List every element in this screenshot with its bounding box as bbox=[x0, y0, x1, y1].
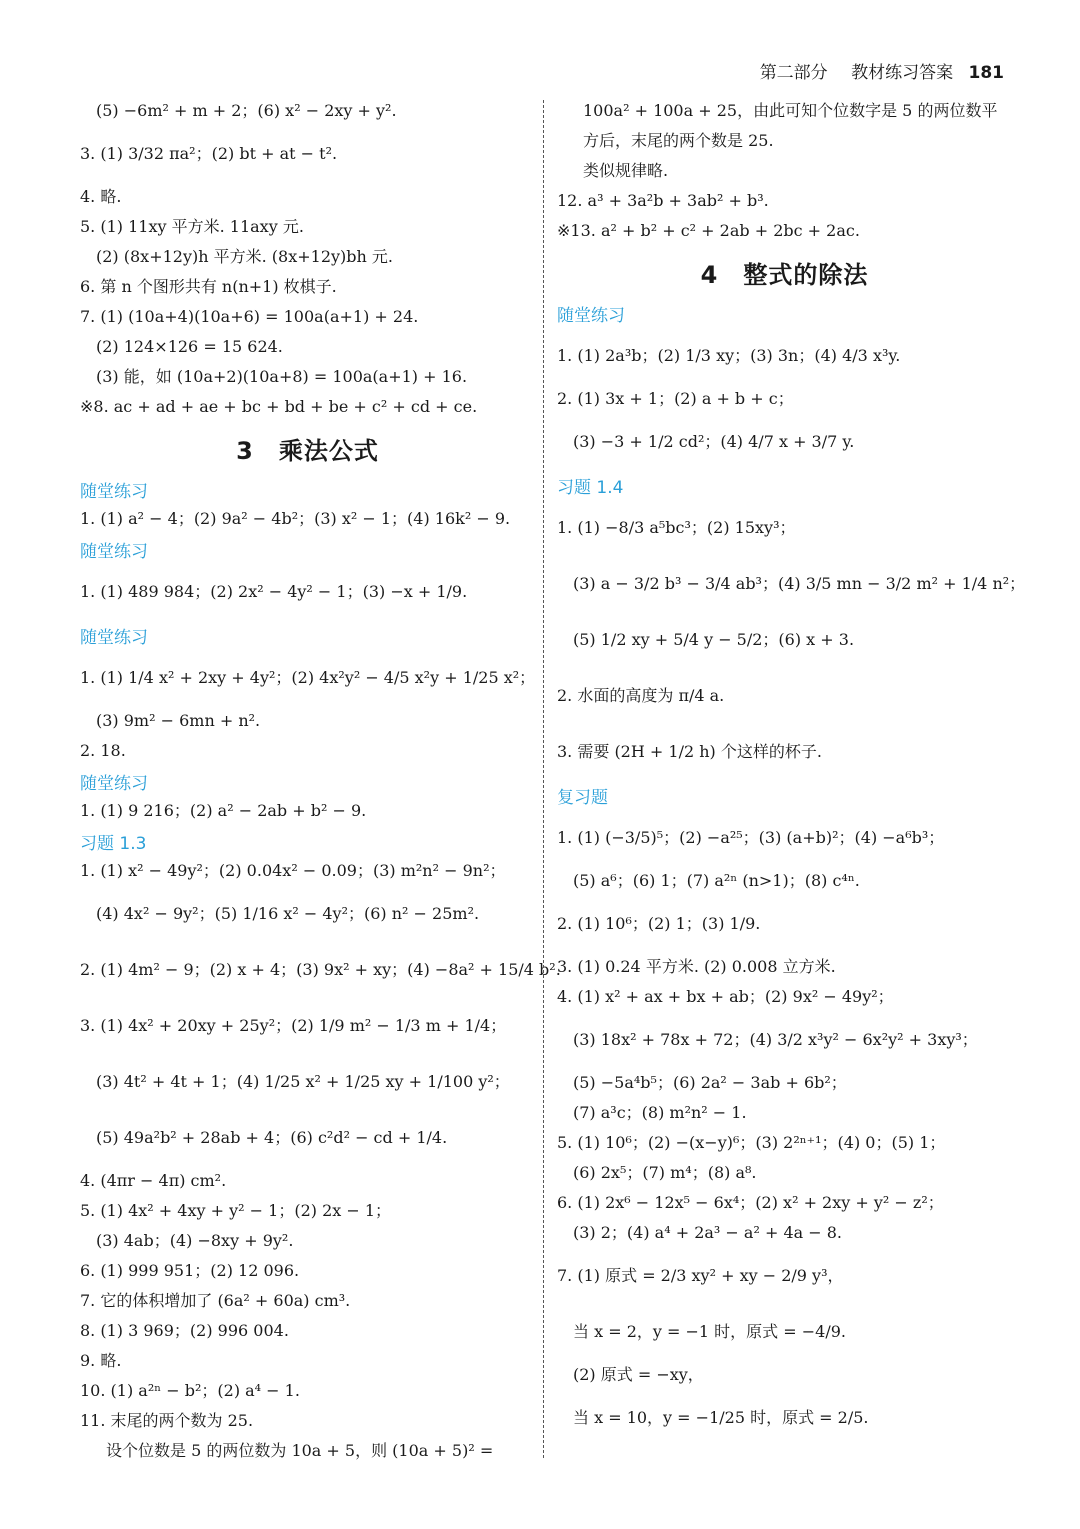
answer-line: 2. (1) 4m² − 9；(2) x + 4；(3) 9x² + xy；(4) −8a² + 15/4 b². bbox=[80, 960, 561, 979]
answer-line: 10. (1) a²ⁿ − b²；(2) a⁴ − 1. bbox=[80, 1381, 300, 1400]
answer-line: 3. (1) 0.24 平方米. (2) 0.008 立方米. bbox=[557, 957, 836, 976]
page-header bbox=[760, 58, 1004, 83]
answer-line: 类似规律略. bbox=[583, 161, 669, 180]
answer-line: 12. a³ + 3a²b + 3ab² + b³. bbox=[557, 191, 769, 210]
answer-line: (3) a − 3/2 b³ − 3/4 ab³；(4) 3/5 mn − 3/2 m² + 1/4 n²； bbox=[573, 574, 1026, 593]
answer-line: 设个位数是 5 的两位数为 10a + 5，则 (10a + 5)² = bbox=[106, 1441, 494, 1460]
page-number: 181 bbox=[968, 63, 1004, 83]
section-title: 3 乘法公式 bbox=[236, 436, 379, 465]
answer-line: 11. 末尾的两个数为 25. bbox=[80, 1411, 254, 1430]
answer-line: (5) a⁶；(6) 1；(7) a²ⁿ (n>1)；(8) c⁴ⁿ. bbox=[573, 871, 860, 890]
answer-line: (5) −6m² + m + 2；(6) x² − 2xy + y². bbox=[96, 101, 397, 120]
answer-line: 100a² + 100a + 25，由此可知个位数字是 5 的两位数平 bbox=[583, 101, 998, 120]
answer-line: 3. (1) 3/32 πa²；(2) bt + at − t². bbox=[80, 144, 338, 163]
answer-line: (2) 124×126 = 15 624. bbox=[96, 337, 283, 356]
answer-line: (3) 18x² + 78x + 72；(4) 3/2 x³y² − 6x²y² + 3xy³； bbox=[573, 1030, 978, 1049]
answer-line: 2. 水面的高度为 π/4 a. bbox=[557, 686, 725, 705]
answer-line: 当 x = 10，y = −1/25 时，原式 = 2/5. bbox=[573, 1408, 869, 1427]
answer-line: 1. (1) 1/4 x² + 2xy + 4y²；(2) 4x²y² − 4/5 x²y + 1/25 x²； bbox=[80, 668, 536, 687]
answer-line: 7. (1) 原式 = 2/3 xy² + xy − 2/9 y³， bbox=[557, 1266, 844, 1285]
answer-line: 1. (1) 489 984；(2) 2x² − 4y² − 1；(3) −x + 1/9. bbox=[80, 582, 468, 601]
answer-line: 3. 需要 (2H + 1/2 h) 个这样的杯子. bbox=[557, 742, 822, 761]
section-title: 4 整式的除法 bbox=[700, 260, 869, 289]
exercise-label: 随堂练习 bbox=[80, 481, 148, 502]
answer-line: (5) 49a²b² + 28ab + 4；(6) c²d² − cd + 1/4. bbox=[96, 1128, 448, 1147]
answer-line: 1. (1) x² − 49y²；(2) 0.04x² − 0.09；(3) m²n² − 9n²； bbox=[80, 861, 506, 880]
exercise-label: 随堂练习 bbox=[80, 773, 148, 794]
answer-line: 7. 它的体积增加了 (6a² + 60a) cm³. bbox=[80, 1291, 351, 1310]
answer-line: 4. (4πr − 4π) cm². bbox=[80, 1171, 227, 1190]
exercise-label: 随堂练习 bbox=[80, 627, 148, 648]
answer-line: (3) 能，如 (10a+2)(10a+8) = 100a(a+1) + 16. bbox=[96, 367, 468, 386]
answer-line: ※8. ac + ad + ae + bc + bd + be + c² + cd + ce. bbox=[80, 397, 478, 416]
exercise-label: 习题 1.4 bbox=[557, 477, 624, 498]
answer-line: (5) 1/2 xy + 5/4 y − 5/2；(6) x + 3. bbox=[573, 630, 855, 649]
answer-line: 4. 略. bbox=[80, 187, 122, 206]
answer-line: 当 x = 2，y = −1 时，原式 = −4/9. bbox=[573, 1322, 846, 1341]
answer-line: (3) 9m² − 6mn + n². bbox=[96, 711, 261, 730]
answer-line: 2. (1) 10⁶；(2) 1；(3) 1/9. bbox=[557, 914, 761, 933]
answer-line: 6. 第 n 个图形共有 n(n+1) 枚棋子. bbox=[80, 277, 337, 296]
right-column bbox=[557, 96, 1026, 1446]
answer-line: 2. (1) 3x + 1；(2) a + b + c； bbox=[557, 389, 794, 408]
answer-line: (2) 原式 = −xy， bbox=[573, 1365, 704, 1384]
answer-line: 方后，末尾的两个数是 25. bbox=[583, 131, 774, 150]
answer-line: 1. (1) 2a³b；(2) 1/3 xy；(3) 3n；(4) 4/3 x³y. bbox=[557, 346, 901, 365]
answer-line: 1. (1) −8/3 a⁵bc³；(2) 15xy³； bbox=[557, 518, 796, 537]
answer-line: (3) 2；(4) a⁴ + 2a³ − a² + 4a − 8. bbox=[573, 1223, 843, 1242]
answer-line: 5. (1) 10⁶；(2) −(x−y)⁶；(3) 2²ⁿ⁺¹；(4) 0；(5) 1； bbox=[557, 1133, 946, 1152]
left-column bbox=[80, 96, 561, 1466]
answer-line: 5. (1) 4x² + 4xy + y² − 1；(2) 2x − 1； bbox=[80, 1201, 392, 1220]
answer-line: 8. (1) 3 969；(2) 996 004. bbox=[80, 1321, 289, 1340]
header-section: 第二部分 bbox=[759, 63, 828, 83]
answer-line: 3. (1) 4x² + 20xy + 25y²；(2) 1/9 m² − 1/3 m + 1/4； bbox=[80, 1016, 507, 1035]
answer-line: 6. (1) 2x⁶ − 12x⁵ − 6x⁴；(2) x² + 2xy + y² − z²； bbox=[557, 1193, 944, 1212]
answer-line: 4. (1) x² + ax + bx + ab；(2) 9x² − 49y²； bbox=[557, 987, 894, 1006]
answer-line: (5) −5a⁴b⁵；(6) 2a² − 3ab + 6b²； bbox=[573, 1073, 847, 1092]
exercise-label: 随堂练习 bbox=[80, 541, 148, 562]
answer-line: (3) −3 + 1/2 cd²；(4) 4/7 x + 3/7 y. bbox=[573, 432, 855, 451]
exercise-label: 习题 1.3 bbox=[80, 833, 147, 854]
column-divider bbox=[543, 100, 544, 1458]
answer-line: 1. (1) 9 216；(2) a² − 2ab + b² − 9. bbox=[80, 801, 367, 820]
answer-line: (3) 4t² + 4t + 1；(4) 1/25 x² + 1/25 xy + 1/100 y²； bbox=[96, 1072, 510, 1091]
answer-line: 7. (1) (10a+4)(10a+6) = 100a(a+1) + 24. bbox=[80, 307, 419, 326]
answer-line: 6. (1) 999 951；(2) 12 096. bbox=[80, 1261, 300, 1280]
header-subsection: 教材练习答案 bbox=[851, 63, 954, 83]
answer-line: 1. (1) a² − 4；(2) 9a² − 4b²；(3) x² − 1；(4) 16k² − 9. bbox=[80, 509, 511, 528]
answer-line: 5. (1) 11xy 平方米. 11axy 元. bbox=[80, 217, 304, 236]
answer-line: (6) 2x⁵；(7) m⁴；(8) a⁸. bbox=[573, 1163, 757, 1182]
answer-line: ※13. a² + b² + c² + 2ab + 2bc + 2ac. bbox=[557, 221, 860, 240]
answer-line: 1. (1) (−3/5)⁵；(2) −a²⁵；(3) (a+b)²；(4) −a⁶b³； bbox=[557, 828, 945, 847]
answer-line: (3) 4ab；(4) −8xy + 9y². bbox=[96, 1231, 294, 1250]
answer-line: (4) 4x² − 9y²；(5) 1/16 x² − 4y²；(6) n² − 25m². bbox=[96, 904, 480, 923]
exercise-label: 复习题 bbox=[557, 787, 608, 808]
answer-line: (2) (8x+12y)h 平方米. (8x+12y)bh 元. bbox=[96, 247, 394, 266]
answer-line: 2. 18. bbox=[80, 741, 126, 760]
answer-line: 9. 略. bbox=[80, 1351, 122, 1370]
answer-line: (7) a³c；(8) m²n² − 1. bbox=[573, 1103, 747, 1122]
exercise-label: 随堂练习 bbox=[557, 305, 625, 326]
